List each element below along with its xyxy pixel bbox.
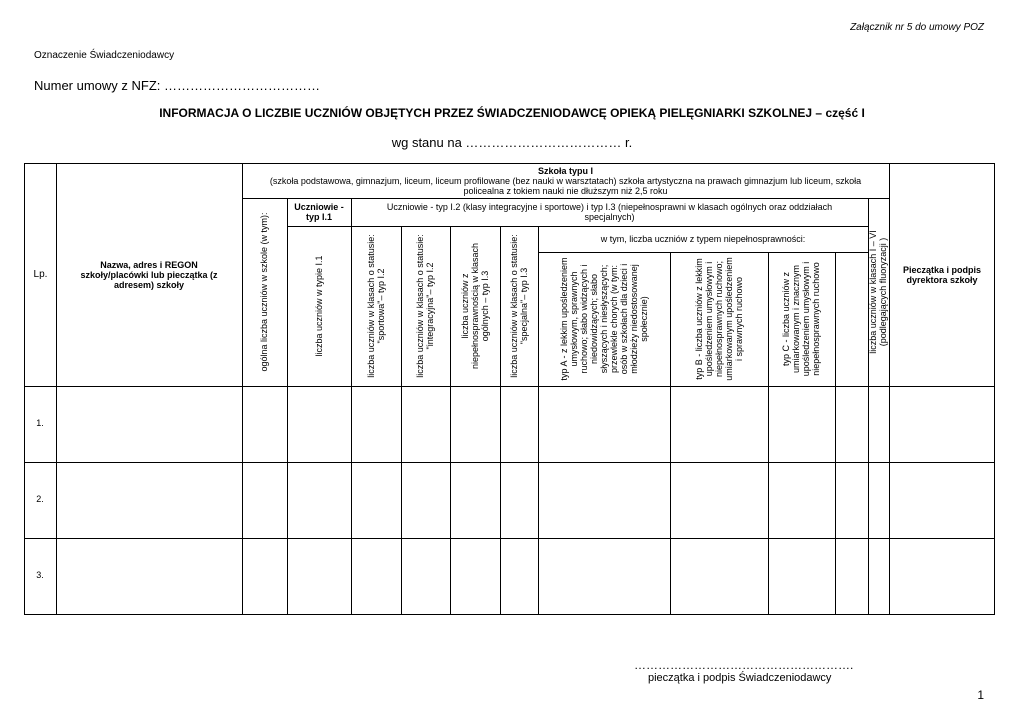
typ-c-header: typ C - liczba uczniów z umiarkowanym i znacznym upośledzeniem umysłowym i niepełnosprawnych ruchowo — [781, 261, 821, 377]
page-number: 1 — [977, 688, 984, 702]
annex-label: Załącznik nr 5 do umowy POZ — [850, 22, 984, 33]
integration-class-header: liczba uczniów w klasach o statusie: "integracyjna"– typ I.2 — [415, 234, 435, 378]
lp-header: Lp. — [33, 269, 48, 280]
school-type-description: (szkoła podstawowa, gimnazjum, liceum, liceum profilowane (bez nauki w warsztatach) szkoła artystyczna na prawach gimnazjum lub liceum, szkoła policealna z tokiem nauki nie dłuższym niż 2,5 roku — [269, 176, 862, 196]
as-of-date: wg stanu na ……………………………… r. — [391, 135, 633, 150]
row-number-2: 2. — [36, 494, 44, 504]
signature-line: ………………………………………………. — [634, 658, 854, 672]
typ-b-header: typ B - liczba uczniów z lekkim upośledzeniem umysłowym i niepełnosprawnych ruchowo; umiarkowanym upośledzeniem i sprawnych ruchowo — [694, 257, 744, 381]
disabled-general-header: liczba uczniów z niepełnosprawnością w klasach ogólnych – typ I.3 — [460, 242, 490, 370]
row-number-1: 1. — [36, 418, 44, 428]
typ-a-header: typ A - z lekkim upośledzeniem umysłowym, sprawnych ruchowo; słabo widzących i niedowidzących; słabo słyszących i niesłyszących; przewlekle chorych (w tym: osób w szkołach dla dzieci i młodzieży niedostosowanej społecznie) — [559, 257, 649, 381]
special-class-header: liczba uczniów w klasach o statusie: "specjalna"– typ I.3 — [509, 234, 529, 378]
total-students-header: ogólna liczba uczniów w szkole (w tym): — [259, 212, 269, 372]
typ-i1-header: Uczniowie - typ I.1 — [294, 202, 344, 222]
fluoridation-header: liczba uczniów w klasach I – VI (podlegających fluoryzacji ) — [868, 230, 888, 354]
signature-label: pieczątka i podpis Świadczeniodawcy — [648, 672, 832, 684]
school-name-header: Nazwa, adres i REGON szkoły/placówki lub pieczątka (z adresem) szkoły — [80, 260, 218, 290]
typ-i1-count-header: liczba uczniów w typie I.1 — [314, 255, 324, 357]
school-type-header — [242, 164, 889, 198]
director-stamp-header: Pieczątka i podpis dyrektora szkoły — [902, 265, 982, 285]
provider-label: Oznaczenie Świadczeniodawcy — [34, 50, 175, 61]
page-title: INFORMACJA O LICZBIE UCZNIÓW OBJĘTYCH PRZEZ ŚWIADCZENIODAWCĘ OPIEKĄ PIELĘGNIARKI SZKOLNEJ – część I — [159, 106, 865, 120]
students-table — [24, 163, 995, 615]
contract-number: Numer umowy z NFZ: ……………………………… — [34, 78, 321, 93]
row-number-3: 3. — [36, 570, 44, 580]
disability-types-header: w tym, liczba uczniów z typem niepełnosprawności: — [600, 234, 806, 244]
school-type-title: Szkoła typu I — [537, 166, 593, 176]
typ-i2-i3-header: Uczniowie - typ I.2 (klasy integracyjne i sportowe) i typ I.3 (niepełnosprawni w klasach ogólnych oraz oddziałach specjalnych) — [386, 202, 833, 222]
sport-class-header: liczba uczniów w klasach o statusie: "sportowa"– typ I.2 — [366, 234, 386, 378]
